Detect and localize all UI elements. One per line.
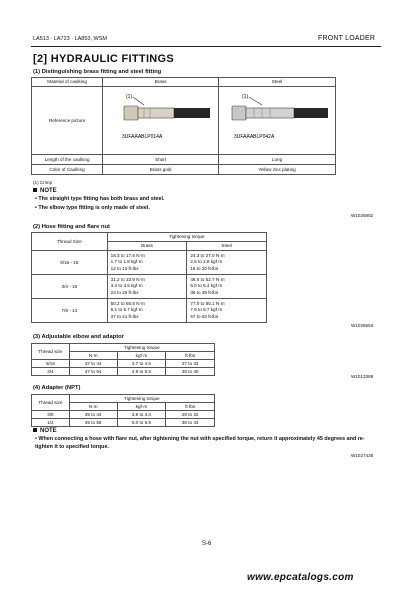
steel-fitting-picture bbox=[222, 88, 332, 152]
page-number: S-6 bbox=[202, 541, 212, 547]
note2-code: W1027438 bbox=[351, 453, 374, 458]
steel-picture-cell bbox=[219, 87, 336, 155]
note1-bullet-2: • The elbow type fitting is only made of steel. bbox=[35, 205, 150, 211]
table-row: 3/8 39 to 44 3.9 to 4.4 29 to 32 bbox=[32, 411, 215, 419]
elbow-col-thread: Thread size bbox=[32, 344, 70, 360]
flare-col-steel: Steel bbox=[187, 242, 267, 251]
table-row: 9/16 37 to 44 3.7 to 4.5 27 to 33 bbox=[32, 360, 215, 368]
flare-col-torque: Tightening torque bbox=[107, 233, 266, 242]
brass-fitting-picture bbox=[106, 88, 216, 152]
header-models: LA513 · LA723 · LA853, WSM bbox=[33, 36, 107, 42]
col-material: Material of caulking bbox=[32, 78, 103, 87]
header-divider bbox=[31, 46, 381, 47]
brass-code: 3UFAAABLP014A bbox=[121, 133, 162, 140]
brass-color: Brass gold bbox=[103, 165, 219, 175]
table-row: 3/4 47 to 54 4.8 to 5.5 35 to 40 bbox=[32, 368, 215, 376]
adapter-heading: (4) Adapter (NPT) bbox=[33, 385, 81, 391]
fittings-table bbox=[31, 77, 336, 175]
steel-length: Long bbox=[219, 155, 336, 165]
flare-code: W1026553 bbox=[351, 323, 374, 328]
header-section: FRONT LOADER bbox=[318, 35, 376, 42]
col-steel: Steel bbox=[219, 78, 336, 87]
fittings-footnote: (1) Crimp bbox=[33, 180, 53, 185]
note1-heading: NOTE bbox=[33, 188, 57, 194]
adapter-table: Thread size Tightening torque N·m kgf·m ft-lbs 3/8 39 to 44 3.9 to 4.4 29 to 32 1/2 49 to 58 5.0 to 5.9 36 to 43 bbox=[31, 394, 215, 427]
table-row: 7/8 - 14 50.2 to 55.6 N·m 5.1 to 5.7 kgf·m 37 to 41 ft-lbs 77.0 to 85.1 N·m 7.9 to 8.7 kgf·m 57 to 63 ft-lbs bbox=[32, 299, 267, 323]
flare-table bbox=[31, 232, 267, 323]
flare-col-thread: Thread Size bbox=[32, 233, 108, 251]
note2-text: • When connecting a hose with flare nut, after tightening the nut with specified torque, return it approximately 45 degrees and re-tighten it to specified torque. bbox=[35, 436, 365, 451]
elbow-table: Thread size Tightening torque N·m kgf·m ft-lbs 9/16 37 to 44 3.7 to 4.5 27 to 33 3/4 47 to 54 4.8 to 5.5 35 to 40 bbox=[31, 343, 215, 376]
watermark: www.epcatalogs.com bbox=[247, 572, 354, 583]
flare-heading: (2) Hose fitting and flare nut bbox=[33, 224, 110, 230]
adapter-col-thread: Thread size bbox=[32, 395, 70, 411]
steel-color: Yellow zinc plating bbox=[219, 165, 336, 175]
fittings-heading: (1) Distinguishing brass fitting and steel fitting bbox=[33, 69, 162, 75]
brass-callout: (1) bbox=[125, 93, 132, 100]
note-square-icon bbox=[33, 428, 37, 432]
table-row: 9/16 - 18 16.3 to 17.6 N·m 1.7 to 1.8 kgf·m 12 to 13 ft-lbs 24.3 to 27.0 N·m 2.5 to 2.8 kgf·m 18 to 20 ft-lbs bbox=[32, 251, 267, 275]
note1-bullet-1: • The straight type fitting has both brass and steel. bbox=[35, 196, 165, 202]
row-color: Color of Caulking bbox=[32, 165, 103, 175]
col-brass: Brass bbox=[103, 78, 219, 87]
brass-length: Short bbox=[103, 155, 219, 165]
elbow-code: W1013389 bbox=[351, 374, 374, 379]
steel-code: 3UFAAABLP042A bbox=[234, 133, 275, 140]
elbow-col-torque: Tightening torque bbox=[69, 344, 214, 352]
steel-callout: (1) bbox=[242, 93, 249, 100]
row-reference: Reference picture bbox=[32, 87, 103, 155]
adapter-col-torque: Tightening torque bbox=[69, 395, 214, 403]
note2-heading: NOTE bbox=[33, 428, 57, 434]
note-square-icon bbox=[33, 188, 37, 192]
table-row: 3/4 - 16 31.2 to 33.9 N·m 3.2 to 3.5 kgf·m 23 to 25 ft-lbs 48.6 to 52.7 N·m 5.0 to 5.4 kgf·m 36 to 39 ft-lbs bbox=[32, 275, 267, 299]
flare-col-brass: Brass bbox=[107, 242, 187, 251]
table-row: 1/2 49 to 58 5.0 to 5.9 36 to 43 bbox=[32, 419, 215, 427]
row-length: Length of the caulking bbox=[32, 155, 103, 165]
note1-code: W1026882 bbox=[351, 213, 374, 218]
elbow-heading: (3) Adjustable elbow and adaptor bbox=[33, 334, 124, 340]
page-title: [2] HYDRAULIC FITTINGS bbox=[33, 53, 175, 65]
brass-picture-cell bbox=[103, 87, 219, 155]
